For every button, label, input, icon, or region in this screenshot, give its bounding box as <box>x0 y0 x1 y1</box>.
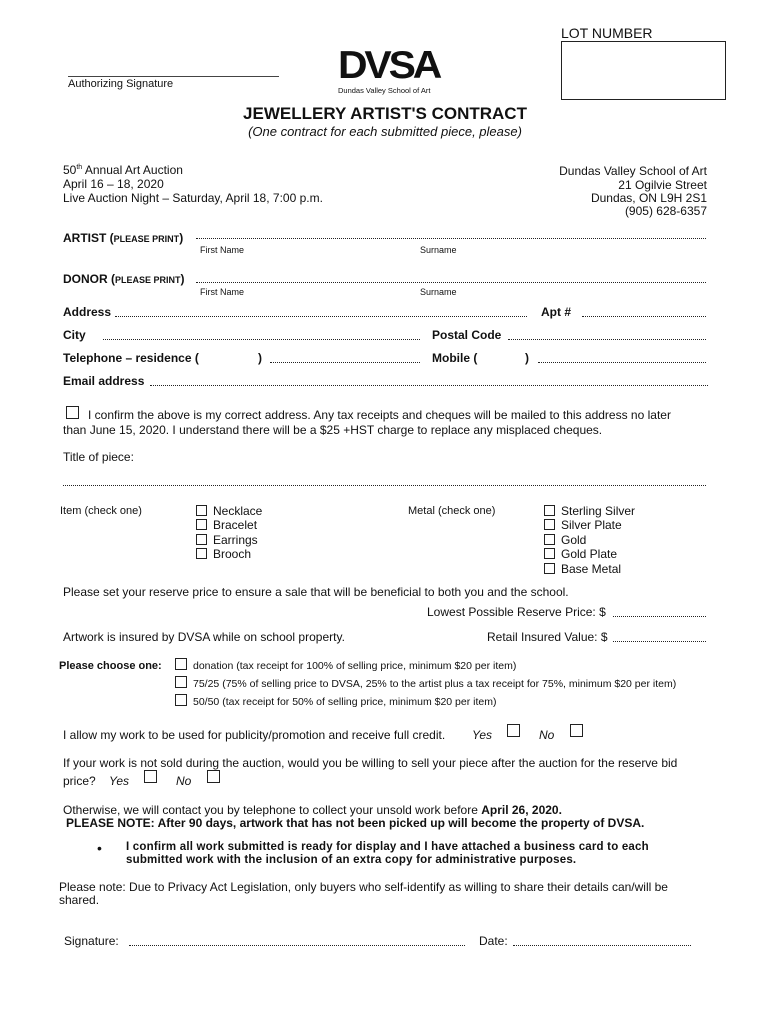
retail-value-label: Retail Insured Value: $ <box>487 630 608 644</box>
checkbox-icon[interactable] <box>175 658 187 670</box>
item-option-necklace[interactable]: Necklace <box>196 504 262 518</box>
checkbox-icon[interactable] <box>196 548 207 559</box>
mobile-close: ) <box>525 351 529 365</box>
authorizing-signature-label: Authorizing Signature <box>68 78 174 90</box>
signature-line[interactable] <box>68 76 279 77</box>
event-line-3: Live Auction Night – Saturday, April 18, 7:00 p.m. <box>63 191 323 205</box>
signature-field[interactable] <box>129 945 465 946</box>
item-option-bracelet[interactable]: Bracelet <box>196 518 257 532</box>
checkbox-icon[interactable] <box>175 676 187 688</box>
unsold-no-checkbox[interactable] <box>207 770 220 783</box>
item-option-earrings[interactable]: Earrings <box>196 533 258 547</box>
checkbox-icon[interactable] <box>196 505 207 516</box>
please-note-text: PLEASE NOTE: After 90 days, artwork that has not been picked up will become the property of DVSA. <box>66 816 645 830</box>
apt-label: Apt # <box>541 305 571 319</box>
metal-option-base-metal[interactable]: Base Metal <box>544 562 621 576</box>
unsold-yes-label: Yes <box>109 774 130 788</box>
item-option-brooch[interactable]: Brooch <box>196 547 251 561</box>
school-name: Dundas Valley School of Art <box>559 164 707 178</box>
publicity-yes-label: Yes <box>472 728 493 742</box>
logo-subtext: Dundas Valley School of Art <box>338 86 431 95</box>
publicity-no-checkbox[interactable] <box>570 724 583 737</box>
email-label: Email address <box>63 374 145 388</box>
unsold-yes-checkbox[interactable] <box>144 770 157 783</box>
choose-option-75-25[interactable]: 75/25 (75% of selling price to DVSA, 25% to the artist plus a tax receipt for 75%, minimum $20 per item) <box>175 676 676 690</box>
insured-text: Artwork is insured by DVSA while on school property. <box>63 630 345 644</box>
choose-option-donation[interactable]: donation (tax receipt for 100% of selling price, minimum $20 per item) <box>175 658 516 672</box>
unsold-text-line-2: price? <box>63 774 96 788</box>
metal-option-sterling-silver[interactable]: Sterling Silver <box>544 504 635 518</box>
artist-name-field[interactable] <box>196 238 706 239</box>
reserve-text: Please set your reserve price to ensure a sale that will be beneficial to both you and the school. <box>63 585 569 599</box>
artist-label: ARTIST (PLEASE PRINT) <box>63 231 184 245</box>
choose-label: Please choose one: <box>59 660 162 672</box>
address-label: Address <box>63 305 112 319</box>
bullet-text-line-1: I confirm all work submitted is ready for display and I have attached a business card to each <box>126 841 649 853</box>
school-city: Dundas, ON L9H 2S1 <box>590 191 707 205</box>
telephone-label: Telephone – residence ( <box>63 351 199 365</box>
address-field[interactable] <box>115 316 527 317</box>
metal-option-gold-plate[interactable]: Gold Plate <box>544 547 617 561</box>
logo-text: DVSA <box>338 44 440 87</box>
event-line-2: April 16 – 18, 2020 <box>63 177 164 191</box>
lowest-reserve-field[interactable] <box>613 616 706 617</box>
mobile-field[interactable] <box>538 362 706 363</box>
page-subtitle: (One contract for each submitted piece, please) <box>248 124 522 139</box>
metal-option-gold[interactable]: Gold <box>544 533 586 547</box>
email-field[interactable] <box>150 385 708 386</box>
item-label: Item (check one) <box>60 505 142 517</box>
checkbox-icon[interactable] <box>544 519 555 530</box>
unsold-text-line-1: If your work is not sold during the auction, would you be willing to sell your piece after the auction for the reserve bid <box>63 756 678 770</box>
checkbox-icon[interactable] <box>544 563 555 574</box>
checkbox-icon[interactable] <box>544 505 555 516</box>
date-label: Date: <box>479 934 508 948</box>
donor-first-name-label: First Name <box>200 287 245 297</box>
school-street: 21 Ogilvie Street <box>618 178 707 192</box>
title-of-piece-label: Title of piece: <box>63 450 134 464</box>
checkbox-icon[interactable] <box>544 548 555 559</box>
checkbox-icon[interactable] <box>196 519 207 530</box>
privacy-text-line-2: shared. <box>59 893 100 907</box>
apt-field[interactable] <box>582 316 706 317</box>
postal-code-label: Postal Code <box>432 328 502 342</box>
lowest-reserve-label: Lowest Possible Reserve Price: $ <box>427 605 606 619</box>
publicity-text: I allow my work to be used for publicity/promotion and receive full credit. <box>63 728 446 742</box>
event-line-1: 50th Annual Art Auction <box>63 163 183 177</box>
metal-option-silver-plate[interactable]: Silver Plate <box>544 518 622 532</box>
donor-surname-label: Surname <box>420 287 457 297</box>
title-of-piece-field[interactable] <box>63 485 706 486</box>
privacy-text-line-1: Please note: Due to Privacy Act Legislation, only buyers who self-identify as willing to share their details can/will be <box>59 880 668 894</box>
retail-value-field[interactable] <box>613 641 706 642</box>
publicity-no-label: No <box>539 728 555 742</box>
signature-label: Signature: <box>64 934 119 948</box>
bullet-icon: • <box>97 840 102 856</box>
artist-surname-label: Surname <box>420 245 457 255</box>
page-title: JEWELLERY ARTIST'S CONTRACT <box>243 104 527 123</box>
checkbox-icon[interactable] <box>544 534 555 545</box>
confirm-text-line-2: than June 15, 2020. I understand there will be a $25 +HST charge to replace any misplaced cheques. <box>63 423 603 437</box>
school-phone: (905) 628-6357 <box>624 204 707 218</box>
confirm-checkbox[interactable] <box>66 406 79 419</box>
postal-code-field[interactable] <box>508 339 706 340</box>
unsold-no-label: No <box>176 774 192 788</box>
mobile-label: Mobile ( <box>432 351 478 365</box>
checkbox-icon[interactable] <box>175 694 187 706</box>
donor-name-field[interactable] <box>196 282 706 283</box>
confirm-text-line-1: I confirm the above is my correct address. Any tax receipts and cheques will be mailed to this address no later <box>88 408 671 422</box>
lot-number-box[interactable] <box>561 41 726 100</box>
publicity-yes-checkbox[interactable] <box>507 724 520 737</box>
dvsa-logo <box>338 44 440 95</box>
checkbox-icon[interactable] <box>196 534 207 545</box>
lot-number-label: LOT NUMBER <box>561 25 653 41</box>
telephone-close: ) <box>258 351 262 365</box>
donor-label: DONOR (PLEASE PRINT) <box>63 272 185 286</box>
city-field[interactable] <box>103 339 420 340</box>
date-field[interactable] <box>513 945 691 946</box>
city-label: City <box>63 328 86 342</box>
telephone-field[interactable] <box>270 362 420 363</box>
bullet-text-line-2: submitted work with the inclusion of an extra copy for administrative purposes. <box>126 854 577 866</box>
otherwise-text: Otherwise, we will contact you by telephone to collect your unsold work before April 26, 2020. <box>63 803 562 817</box>
metal-label: Metal (check one) <box>408 505 496 517</box>
choose-option-50-50[interactable]: 50/50 (tax receipt for 50% of selling price, minimum $20 per item) <box>175 694 496 708</box>
artist-first-name-label: First Name <box>200 245 245 255</box>
